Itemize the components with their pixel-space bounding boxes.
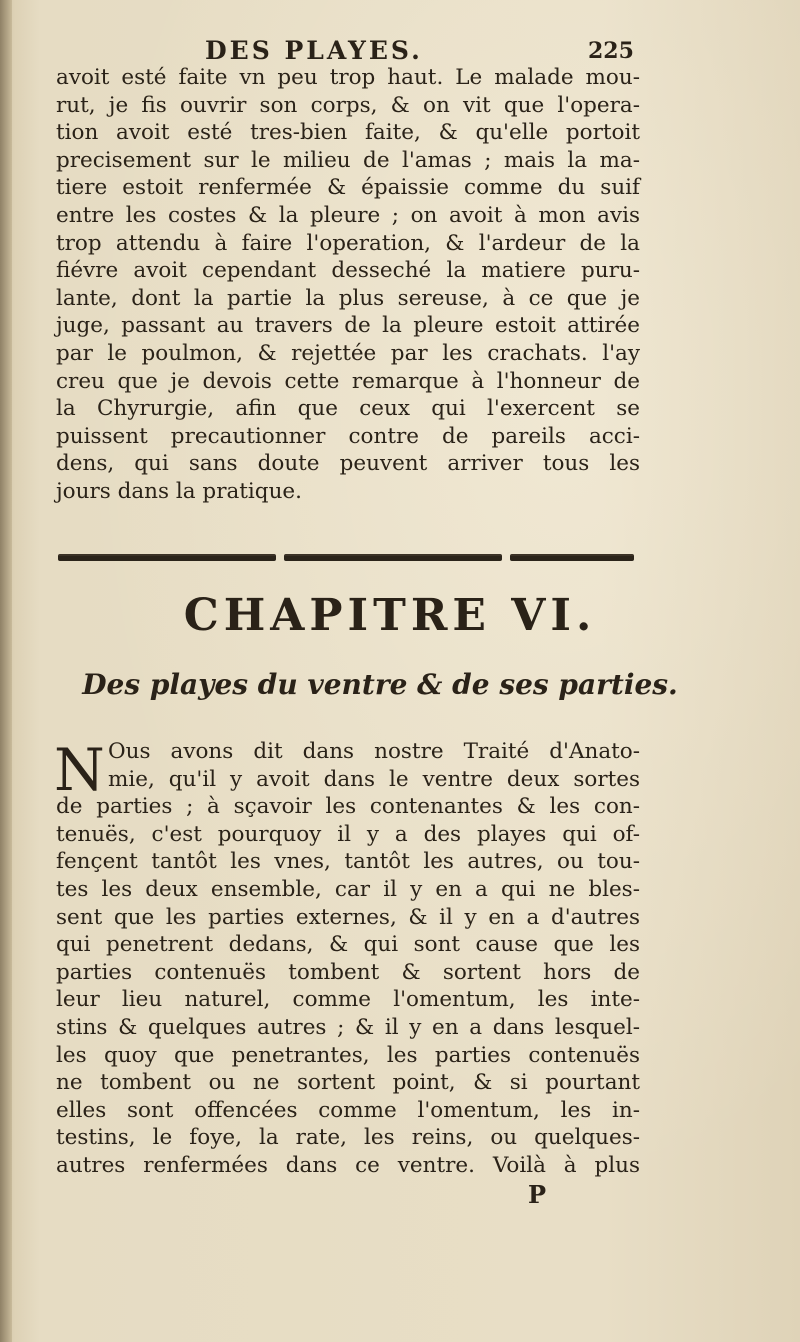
text-line: sent que les parties externes, & il y en a d'autres xyxy=(56,904,640,930)
text-line: Ous avons dit dans nostre Traité d'Anato- xyxy=(108,739,640,764)
text-line: jours dans la pratique. xyxy=(56,478,302,504)
text-line: stins & quelques autres ; & il y en a dans lesquel- xyxy=(56,1014,640,1040)
text-line: tenuës, c'est pourquoy il y a des playes qui of- xyxy=(56,821,640,847)
text-line: fiévre avoit cependant desseché la matiere puru- xyxy=(56,258,640,284)
text-line: juge, passant au travers de la pleure estoit attirée xyxy=(56,313,640,339)
divider-segment xyxy=(284,554,502,561)
divider-segment xyxy=(58,554,276,561)
chapter-heading-text: CHAPITRE VI. xyxy=(183,590,597,641)
text-line: tes les deux ensemble, car il y en a qui ne bles- xyxy=(56,876,640,902)
chapter-heading xyxy=(0,590,800,641)
text-line: trop attendu à faire l'operation, & l'ardeur de la xyxy=(56,230,640,256)
text-line: lante, dont la partie la plus sereuse, à ce que je xyxy=(56,285,640,311)
text-line: dens, qui sans doute peuvent arriver tous les xyxy=(56,451,640,477)
text-line: leur lieu naturel, comme l'omentum, les inte- xyxy=(56,987,640,1013)
signature-mark: P xyxy=(528,1180,547,1209)
text-line: la Chyrurgie, afin que ceux qui l'exercent se xyxy=(56,396,640,422)
text-line: de parties ; à sçavoir les contenantes & les con- xyxy=(56,794,640,820)
text-line: puissent precautionner contre de pareils acci- xyxy=(56,423,640,449)
text-line: parties contenuës tombent & sortent hors de xyxy=(56,959,640,985)
text-line: fençent tantôt les vnes, tantôt les autres, ou tou- xyxy=(56,849,640,875)
section-divider-rule xyxy=(58,551,636,563)
text-line: par le poulmon, & rejettée par les crachats. l'ay xyxy=(56,340,640,366)
text-line: qui penetrent dedans, & qui sont cause que les xyxy=(56,932,640,958)
text-line: tiere estoit renfermée & épaissie comme du suif xyxy=(56,175,640,201)
text-line: elles sont offencées comme l'omentum, les in- xyxy=(56,1097,640,1123)
divider-segment xyxy=(510,554,634,561)
text-line: precisement sur le milieu de l'amas ; mais la ma- xyxy=(56,147,640,173)
text-line: les quoy que penetrantes, les parties contenuës xyxy=(56,1042,640,1068)
chapter-subtitle-text: Des playes du ventre & de ses parties. xyxy=(82,668,678,701)
paragraph-continuation xyxy=(56,64,640,506)
text-line: avoit esté faite vn peu trop haut. Le malade mou- xyxy=(56,65,640,90)
chapter-subtitle xyxy=(0,668,800,701)
text-line: autres renfermées dans ce ventre. Voilà à plus xyxy=(56,1152,640,1178)
text-line: creu que je devois cette remarque à l'honneur de xyxy=(56,368,640,394)
page-number: 225 xyxy=(588,38,634,64)
text-line: mie, qu'il y avoit dans le ventre deux sortes xyxy=(108,766,640,792)
text-line: testins, le foye, la rate, les reins, ou quelques- xyxy=(56,1125,640,1151)
chapter-body-paragraph xyxy=(56,738,640,1180)
text-line: tion avoit esté tres-bien faite, & qu'elle portoit xyxy=(56,120,640,146)
text-line: entre les costes & la pleure ; on avoit à mon avis xyxy=(56,202,640,228)
drop-cap-initial: N xyxy=(54,736,105,804)
running-head: DES PLAYES. xyxy=(205,36,423,65)
text-line: ne tombent ou ne sortent point, & si pourtant xyxy=(56,1070,640,1096)
text-line: rut, je fis ouvrir son corps, & on vit que l'opera- xyxy=(56,92,640,118)
